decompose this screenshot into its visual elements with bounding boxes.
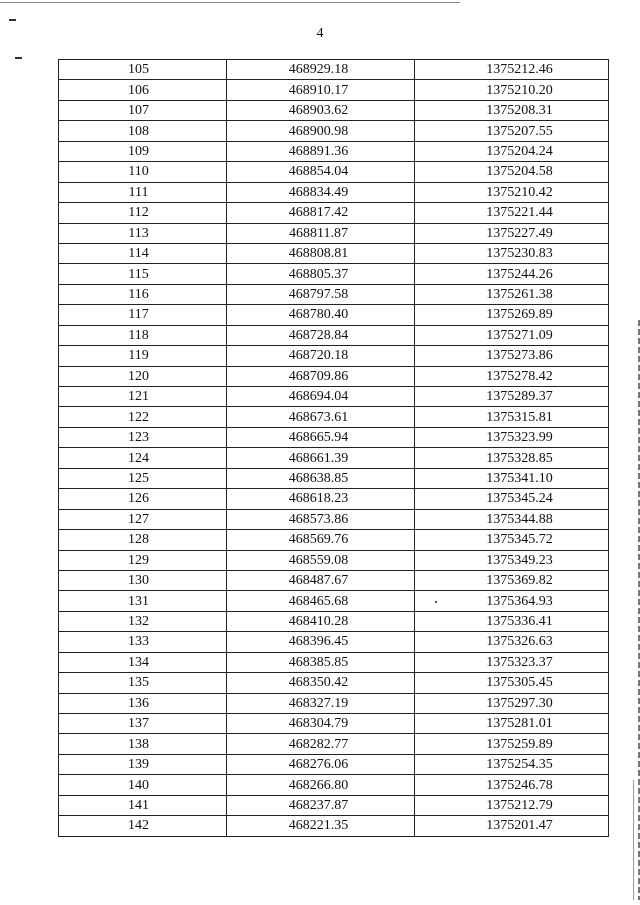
- coordinates-table: [58, 59, 609, 837]
- table-row: [59, 141, 609, 161]
- point-number-cell: 136: [59, 693, 227, 713]
- x-coordinate-cell: 468673.61: [227, 407, 415, 427]
- y-coordinate-cell: 1375289.37: [415, 387, 609, 407]
- x-coordinate-cell: 468694.04: [227, 387, 415, 407]
- point-number-cell: 130: [59, 570, 227, 590]
- table-row: [59, 693, 609, 713]
- y-coordinate-cell: 1375323.99: [415, 427, 609, 447]
- point-number-cell: 112: [59, 203, 227, 223]
- point-number-cell: 121: [59, 387, 227, 407]
- point-number-cell: 115: [59, 264, 227, 284]
- y-coordinate-cell: 1375323.37: [415, 652, 609, 672]
- y-coordinate-cell: 1375271.09: [415, 325, 609, 345]
- point-number-cell: 132: [59, 611, 227, 631]
- table-row: [59, 427, 609, 447]
- y-coordinate-cell: 1375204.24: [415, 141, 609, 161]
- x-coordinate-cell: 468618.23: [227, 489, 415, 509]
- x-coordinate-cell: 468282.77: [227, 734, 415, 754]
- x-coordinate-cell: 468805.37: [227, 264, 415, 284]
- y-coordinate-cell: 1375328.85: [415, 448, 609, 468]
- y-coordinate-cell: 1375204.58: [415, 162, 609, 182]
- point-number-cell: 129: [59, 550, 227, 570]
- y-coordinate-cell: 1375326.63: [415, 632, 609, 652]
- y-coordinate-cell: 1375349.23: [415, 550, 609, 570]
- y-coordinate-cell: 1375210.42: [415, 182, 609, 202]
- table-row: [59, 60, 609, 80]
- x-coordinate-cell: 468221.35: [227, 816, 415, 836]
- table-row: [59, 284, 609, 304]
- table-row: [59, 121, 609, 141]
- y-coordinate-cell: 1375212.79: [415, 795, 609, 815]
- y-coordinate-cell: 1375278.42: [415, 366, 609, 386]
- table-row: [59, 816, 609, 836]
- table-row: [59, 795, 609, 815]
- y-coordinate-cell: 1375269.89: [415, 305, 609, 325]
- x-coordinate-cell: 468891.36: [227, 141, 415, 161]
- x-coordinate-cell: 468834.49: [227, 182, 415, 202]
- x-coordinate-cell: 468797.58: [227, 284, 415, 304]
- page-number: 4: [316, 26, 324, 41]
- x-coordinate-cell: 468266.80: [227, 775, 415, 795]
- x-coordinate-cell: 468854.04: [227, 162, 415, 182]
- point-number-cell: 128: [59, 530, 227, 550]
- coordinates-table-body: [59, 60, 609, 837]
- x-coordinate-cell: 468910.17: [227, 80, 415, 100]
- table-row: [59, 243, 609, 263]
- x-coordinate-cell: 468709.86: [227, 366, 415, 386]
- point-number-cell: 137: [59, 714, 227, 734]
- table-row: [59, 325, 609, 345]
- table-row: [59, 714, 609, 734]
- table-row: [59, 632, 609, 652]
- table-row: [59, 611, 609, 631]
- point-number-cell: 105: [59, 60, 227, 80]
- table-row: [59, 407, 609, 427]
- point-number-cell: 127: [59, 509, 227, 529]
- y-coordinate-cell: 1375345.72: [415, 530, 609, 550]
- x-coordinate-cell: 468385.85: [227, 652, 415, 672]
- point-number-cell: 131: [59, 591, 227, 611]
- table-row: [59, 100, 609, 120]
- point-number-cell: 125: [59, 468, 227, 488]
- point-number-cell: 111: [59, 182, 227, 202]
- x-coordinate-cell: 468559.08: [227, 550, 415, 570]
- table-row: [59, 80, 609, 100]
- x-coordinate-cell: 468276.06: [227, 754, 415, 774]
- point-number-cell: 126: [59, 489, 227, 509]
- x-coordinate-cell: 468573.86: [227, 509, 415, 529]
- y-coordinate-cell: 1375259.89: [415, 734, 609, 754]
- point-number-cell: 135: [59, 673, 227, 693]
- scan-edge: [633, 780, 634, 900]
- y-coordinate-cell: 1375273.86: [415, 346, 609, 366]
- point-number-cell: 133: [59, 632, 227, 652]
- y-coordinate-cell: 1375261.38: [415, 284, 609, 304]
- x-coordinate-cell: 468661.39: [227, 448, 415, 468]
- point-number-cell: 140: [59, 775, 227, 795]
- table-row: [59, 570, 609, 590]
- point-number-cell: 108: [59, 121, 227, 141]
- table-row: [59, 366, 609, 386]
- x-coordinate-cell: 468304.79: [227, 714, 415, 734]
- y-coordinate-cell: 1375230.83: [415, 243, 609, 263]
- x-coordinate-cell: 468327.19: [227, 693, 415, 713]
- table-row: [59, 264, 609, 284]
- y-coordinate-cell: 1375344.88: [415, 509, 609, 529]
- point-number-cell: 134: [59, 652, 227, 672]
- table-row: [59, 550, 609, 570]
- point-number-cell: 141: [59, 795, 227, 815]
- x-coordinate-cell: 468903.62: [227, 100, 415, 120]
- point-number-cell: 119: [59, 346, 227, 366]
- table-row: [59, 734, 609, 754]
- y-coordinate-cell: 1375364.93: [415, 591, 609, 611]
- point-number-cell: 113: [59, 223, 227, 243]
- y-coordinate-cell: 1375315.81: [415, 407, 609, 427]
- table-row: [59, 162, 609, 182]
- x-coordinate-cell: 468569.76: [227, 530, 415, 550]
- y-coordinate-cell: 1375221.44: [415, 203, 609, 223]
- y-coordinate-cell: 1375341.10: [415, 468, 609, 488]
- table-row: [59, 468, 609, 488]
- x-coordinate-cell: 468410.28: [227, 611, 415, 631]
- point-number-cell: 110: [59, 162, 227, 182]
- y-coordinate-cell: 1375246.78: [415, 775, 609, 795]
- table-row: [59, 509, 609, 529]
- point-number-cell: 124: [59, 448, 227, 468]
- top-rule: [0, 2, 460, 3]
- table-row: [59, 448, 609, 468]
- y-coordinate-cell: 1375212.46: [415, 60, 609, 80]
- table-row: [59, 489, 609, 509]
- point-number-cell: 118: [59, 325, 227, 345]
- point-number-cell: 122: [59, 407, 227, 427]
- table-row: [59, 775, 609, 795]
- x-coordinate-cell: 468929.18: [227, 60, 415, 80]
- x-coordinate-cell: 468350.42: [227, 673, 415, 693]
- y-coordinate-cell: 1375281.01: [415, 714, 609, 734]
- x-coordinate-cell: 468487.67: [227, 570, 415, 590]
- y-coordinate-cell: 1375208.31: [415, 100, 609, 120]
- y-coordinate-cell: 1375210.20: [415, 80, 609, 100]
- y-coordinate-cell: 1375369.82: [415, 570, 609, 590]
- scan-mark: [15, 57, 22, 59]
- x-coordinate-cell: 468728.84: [227, 325, 415, 345]
- scan-mark: [9, 19, 16, 21]
- table-row: [59, 673, 609, 693]
- point-number-cell: 117: [59, 305, 227, 325]
- point-number-cell: 116: [59, 284, 227, 304]
- x-coordinate-cell: 468720.18: [227, 346, 415, 366]
- y-coordinate-cell: 1375305.45: [415, 673, 609, 693]
- point-number-cell: 114: [59, 243, 227, 263]
- x-coordinate-cell: 468811.87: [227, 223, 415, 243]
- table-row: [59, 387, 609, 407]
- point-number-cell: 109: [59, 141, 227, 161]
- y-coordinate-cell: 1375227.49: [415, 223, 609, 243]
- table-row: [59, 305, 609, 325]
- table-row: [59, 346, 609, 366]
- x-coordinate-cell: 468638.85: [227, 468, 415, 488]
- x-coordinate-cell: 468465.68: [227, 591, 415, 611]
- x-coordinate-cell: 468900.98: [227, 121, 415, 141]
- x-coordinate-cell: 468808.81: [227, 243, 415, 263]
- point-number-cell: 138: [59, 734, 227, 754]
- table-row: [59, 652, 609, 672]
- y-coordinate-cell: 1375201.47: [415, 816, 609, 836]
- x-coordinate-cell: 468817.42: [227, 203, 415, 223]
- y-coordinate-cell: 1375336.41: [415, 611, 609, 631]
- x-coordinate-cell: 468237.87: [227, 795, 415, 815]
- table-row: [59, 182, 609, 202]
- table-row: [59, 203, 609, 223]
- y-coordinate-cell: 1375345.24: [415, 489, 609, 509]
- point-number-cell: 139: [59, 754, 227, 774]
- point-number-cell: 123: [59, 427, 227, 447]
- point-number-cell: 142: [59, 816, 227, 836]
- point-number-cell: 107: [59, 100, 227, 120]
- table-row: [59, 223, 609, 243]
- y-coordinate-cell: 1375207.55: [415, 121, 609, 141]
- scan-speck: [435, 601, 437, 603]
- point-number-cell: 106: [59, 80, 227, 100]
- y-coordinate-cell: 1375254.35: [415, 754, 609, 774]
- table-row: [59, 754, 609, 774]
- table-row: [59, 530, 609, 550]
- x-coordinate-cell: 468396.45: [227, 632, 415, 652]
- y-coordinate-cell: 1375297.30: [415, 693, 609, 713]
- y-coordinate-cell: 1375244.26: [415, 264, 609, 284]
- x-coordinate-cell: 468665.94: [227, 427, 415, 447]
- table-row: [59, 591, 609, 611]
- x-coordinate-cell: 468780.40: [227, 305, 415, 325]
- point-number-cell: 120: [59, 366, 227, 386]
